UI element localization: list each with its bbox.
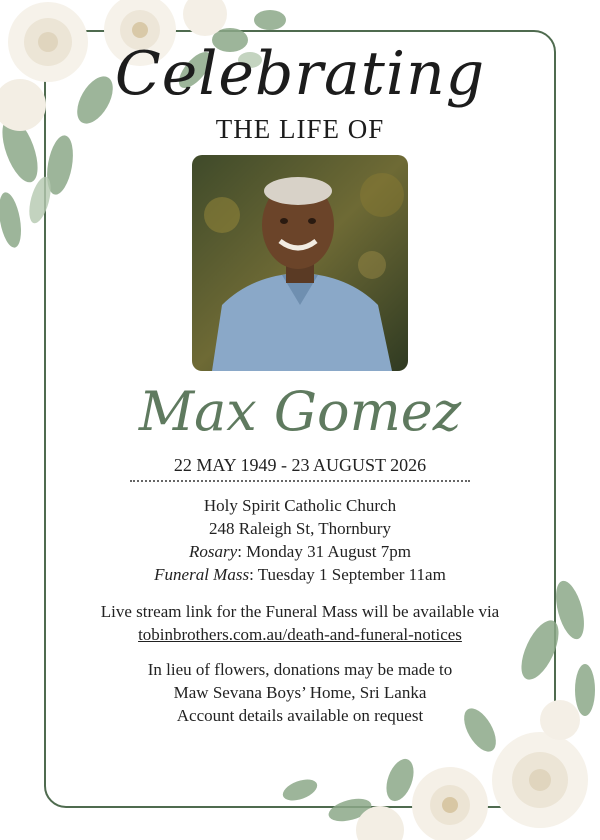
the-life-of-heading: THE LIFE OF [215,114,385,144]
mass-label: Funeral Mass [154,565,250,584]
rosary-time: : Monday 31 August 7pm [237,542,411,561]
deceased-name: Max Gomez [138,380,462,443]
livestream-text: Live stream link for the Funeral Mass will be available via [100,602,500,621]
portrait-photo [192,155,408,371]
service-details [60,494,540,586]
mass-line [60,563,540,586]
donation-line-3: Account details available on request [176,706,424,725]
rosary-line [60,540,540,563]
celebrating-heading: Celebrating [114,39,486,109]
donation-info [60,658,540,727]
donation-line-1: In lieu of flowers, donations may be made to [147,660,453,679]
life-dates: 22 MAY 1949 - 23 AUGUST 2026 [173,455,427,475]
donation-line-2: Maw Sevana Boys’ Home, Sri Lanka [173,683,427,702]
livestream-info [60,600,540,646]
mass-time: : Tuesday 1 September 11am [249,565,446,584]
venue-address: 248 Raleigh St, Thornbury [209,519,391,538]
livestream-link[interactable]: tobinbrothers.com.au/death-and-funeral-notices [138,625,462,644]
dotted-divider [130,480,470,482]
venue-name: Holy Spirit Catholic Church [203,496,397,515]
rosary-label: Rosary [189,542,238,561]
